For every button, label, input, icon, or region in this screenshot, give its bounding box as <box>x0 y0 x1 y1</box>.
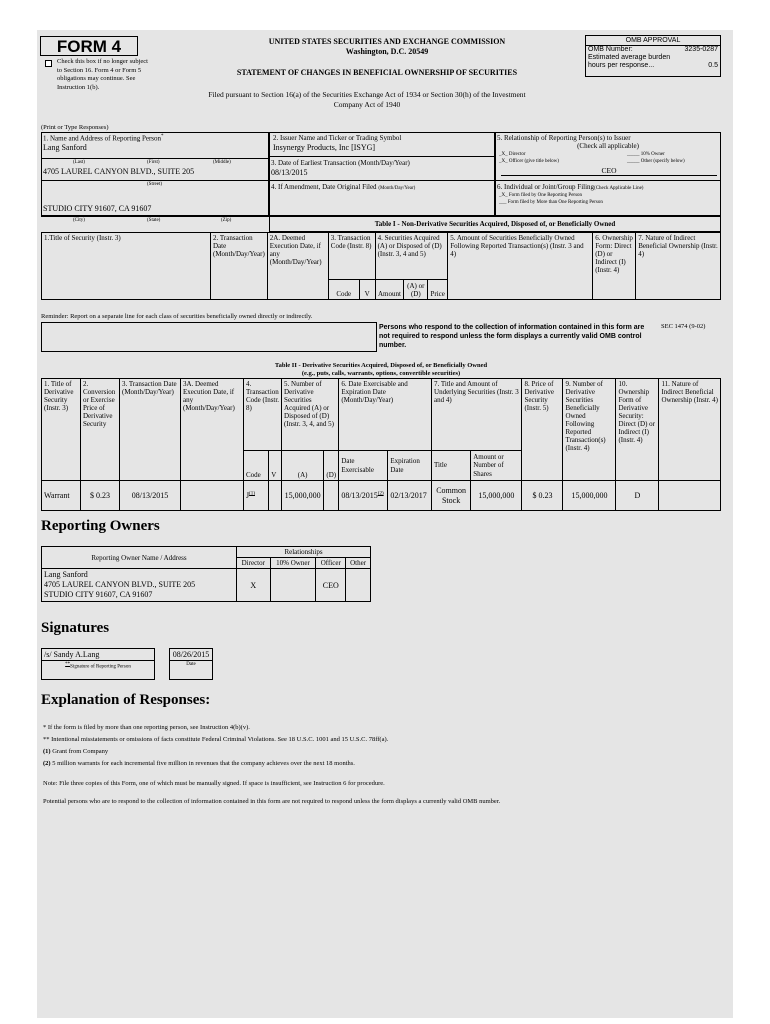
no-longer-subject-checkbox[interactable] <box>45 60 52 67</box>
group-filing-label: 6. Individual or Joint/Group Filing <box>497 183 595 191</box>
signatures-heading: Signatures <box>41 620 110 636</box>
omb-burden-label: Estimated average burden <box>588 54 671 61</box>
officer-title: CEO <box>501 166 717 176</box>
t2-code: Code <box>244 451 269 481</box>
print-type-note: (Print or Type Responses) <box>41 124 109 131</box>
group-one-option[interactable]: _X_ Form filed by One Reporting Person <box>499 193 583 198</box>
form-title: FORM 4 <box>40 36 138 56</box>
relationship-label: 5. Relationship of Reporting Person(s) to Issuer <box>497 134 631 142</box>
check-box-text: Check this box if no longer subject to Section 16. Form 4 or Form 5 obligations may continue. See Instruction 1(b). <box>57 58 148 91</box>
t1-col-acquired: 4. Securities Acquired (A) or Disposed of (D) (Instr. 3, 4 and 5) <box>375 233 448 280</box>
middle-label: (Middle) <box>213 160 231 165</box>
t2-col-price: 8. Price of Derivative Security (Instr. 5) <box>522 379 563 481</box>
t2-row-exp: 02/13/2017 <box>388 481 432 511</box>
omb-number: 3235-0287 <box>684 46 718 53</box>
t2-row-acquired: 15,000,000 <box>282 481 324 511</box>
t2-row-nature <box>659 481 721 511</box>
statement-title: STATEMENT OF CHANGES IN BENEFICIAL OWNERSHIP OF SECURITIES <box>236 68 518 77</box>
t2-row-date-ex-ref[interactable]: (2) <box>377 491 384 497</box>
t2-date-ex: Date Exercisable <box>339 451 388 481</box>
reminder-box-left <box>41 322 377 352</box>
t2-col-date: 3. Transaction Date (Month/Day/Year) <box>120 379 181 481</box>
t2-row-price: $ 0.23 <box>522 481 563 511</box>
owner-address-2: STUDIO CITY 91607, CA 91607 <box>44 590 153 600</box>
note-star1: * If the form is filed by more than one reporting person, see Instruction 4(b)(v). <box>43 724 250 731</box>
signatures-table <box>41 648 213 680</box>
amendment-sub: (Month/Day/Year) <box>378 186 416 191</box>
signature-date: 08/26/2015 <box>170 649 213 661</box>
table1-title: Table I - Non-Derivative Securities Acquired, Disposed of, or Beneficially Owned <box>269 216 721 232</box>
ten-pct-mark[interactable]: _____ <box>627 152 640 157</box>
table2-derivative <box>41 378 721 511</box>
note-2: 5 million warrants for each incremental five million in revenues that the company achieves over the next 18 months. <box>52 760 355 767</box>
t2-row-code: J <box>246 490 250 500</box>
omb-hours: 0.5 <box>708 62 718 69</box>
owner-ten-pct <box>270 569 316 602</box>
t2-row-conv-price: $ 0.23 <box>81 481 120 511</box>
director-label: Director <box>508 152 526 157</box>
t2-row-shares: 15,000,000 <box>471 481 522 511</box>
t1-col-code: 3. Transaction Code (Instr. 8) <box>328 233 375 280</box>
t2-v: V <box>269 451 282 481</box>
reporting-owners-heading: Reporting Owners <box>41 518 160 534</box>
t2-exp: Expiration Date <box>388 451 432 481</box>
relationship-sub: (Check all applicable) <box>577 142 639 150</box>
t1-col-nature: 7. Nature of Indirect Beneficial Ownership (Instr. 4) <box>636 233 721 300</box>
t1-col-ownership: 6. Ownership Form: Direct (D) or Indirect (I) (Instr. 4) <box>593 233 636 300</box>
t2-col-owned: 9. Number of Derivative Securities Beneficially Owned Following Reported Transaction(s) (Instr. 4) <box>563 379 616 481</box>
amendment-label: 4. If Amendment, Date Original Filed <box>271 183 377 191</box>
t2-col-underlying: 7. Title and Amount of Underlying Securities (Instr. 3 and 4) <box>432 379 522 451</box>
relationships-header: Relationships <box>237 547 371 558</box>
note-1: Grant from Company <box>52 748 109 755</box>
signature-name: /s/ Sandy A.Lang <box>42 649 155 661</box>
signature-label: Signature of Reporting Person <box>70 664 131 670</box>
earliest-date: 08/13/2015 <box>271 168 308 177</box>
t1-col-deemed: 2A. Deemed Execution Date, if any (Month/Day/Year) <box>267 233 328 300</box>
omb-title: OMB APPROVAL <box>586 36 720 46</box>
explanation-heading: Explanation of Responses: <box>41 692 211 708</box>
omb-number-label: OMB Number: <box>588 46 633 53</box>
t1-col-title: 1.Title of Security (Instr. 3) <box>42 233 211 300</box>
t2-d: (D) <box>324 451 339 481</box>
owner-name: Lang Sanford <box>44 570 88 580</box>
t2-col-exercisable: 6. Date Exercisable and Expiration Date (Month/Day/Year) <box>339 379 432 451</box>
signature-label-ref[interactable]: ** <box>65 662 71 668</box>
t2-row-code-ref[interactable]: (1) <box>249 491 255 497</box>
t2-col-title: 1. Title of Derivative Security (Instr. 3) <box>42 379 81 481</box>
reporting-person-star: * <box>161 134 164 139</box>
street-label: (Street) <box>147 182 162 187</box>
note-potential: Potential persons who are to respond to the collection of information contained in this form are not required to respond unless the form displays a currently valid OMB number. <box>43 798 501 805</box>
sec-number: SEC 1474 (9-02) <box>661 323 706 330</box>
group-more-option[interactable]: ___ Form filed by More than One Reporting Person <box>499 200 603 205</box>
table-row <box>42 569 371 602</box>
note-star2: ** Intentional misstatements or omissions of facts constitute Federal Criminal Violations. See 18 U.S.C. 1001 and 15 U.S.C. 78ff(a). <box>43 736 389 743</box>
t1-col-date: 2. Transaction Date (Month/Day/Year) <box>211 233 268 300</box>
reporting-owners-table <box>41 546 371 602</box>
reporting-person-address: 4705 LAUREL CANYON BLVD., SUITE 205 <box>43 167 195 176</box>
table2-subtitle: (e.g., puts, calls, warrants, options, convertible securities) <box>301 370 461 377</box>
owner-director: X <box>237 569 271 602</box>
issuer-label: 2. Issuer Name and Ticker or Trading Symbol <box>273 134 402 142</box>
last-label: (Last) <box>73 160 85 165</box>
state-label: (State) <box>147 218 161 223</box>
first-label: (First) <box>147 160 160 165</box>
t2-amt-h: Amount or Number of Shares <box>471 451 522 481</box>
omb-hours-label: hours per response... <box>588 62 655 69</box>
form-page <box>37 30 733 1018</box>
note-2-label: (2) <box>43 760 51 767</box>
t2-col-conversion: 2. Conversion or Exercise Price of Derivative Security <box>81 379 120 481</box>
t1-aord: (A) or (D) <box>404 280 428 300</box>
t2-col-form: 10. Ownership Form of Derivative Security: Direct (D) or Indirect (I) (Instr. 4) <box>616 379 659 481</box>
earliest-date-label: 3. Date of Earliest Transaction (Month/Day/Year) <box>271 159 410 167</box>
officer-header: Officer <box>316 558 346 569</box>
owner-address-1: 4705 LAUREL CANYON BLVD., SUITE 205 <box>44 580 196 590</box>
t2-row-disposed <box>324 481 339 511</box>
t1-col-amount: 5. Amount of Securities Beneficially Owned Following Reported Transaction(s) (Instr. 3 and 4) <box>448 233 593 300</box>
table-row <box>42 481 721 511</box>
t1-code: Code <box>328 280 359 300</box>
agency-location: Washington, D.C. 20549 <box>345 47 429 56</box>
note-copies: Note: File three copies of this Form, one of which must be manually signed. If space is insufficient, see Instruction 6 for procedure. <box>43 780 385 787</box>
t2-row-trans-date: 08/13/2015 <box>120 481 181 511</box>
owner-name-header: Reporting Owner Name / Address <box>42 547 237 569</box>
t2-a: (A) <box>282 451 324 481</box>
other-header: Other <box>346 558 371 569</box>
t2-col-code: 4. Transaction Code (Instr. 8) <box>244 379 282 451</box>
t2-row-owned: 15,000,000 <box>563 481 616 511</box>
table2-title: Table II - Derivative Securities Acquired, Disposed of, or Beneficially Owned <box>274 362 488 369</box>
t2-row-title: Common Stock <box>432 481 471 511</box>
ten-pct-header: 10% Owner <box>270 558 316 569</box>
issuer-name: Insynergy Products, Inc [ISYG] <box>273 143 376 152</box>
t2-row-security: Warrant <box>42 481 81 511</box>
persons-notice: Persons who respond to the collection of information contained in this form are not required to respond unless the form displays a currently valid OMB control number. <box>379 324 645 349</box>
director-mark[interactable]: _X_ <box>499 152 508 157</box>
reporting-person-city: STUDIO CITY 91607, CA 91607 <box>43 204 152 213</box>
officer-label: Officer (give title below) <box>508 159 559 164</box>
note-1-label: (1) <box>43 748 51 755</box>
reporting-person-label: 1. Name and Address of Reporting Person <box>43 134 162 143</box>
t1-v: V <box>359 280 375 300</box>
ten-pct-label: 10% Owner <box>640 152 665 157</box>
table1-nonderivative <box>41 232 721 300</box>
filed-pursuant-line2: Company Act of 1940 <box>333 100 401 109</box>
t2-row-deemed <box>181 481 244 511</box>
t2-row-date-ex: 08/13/2015 <box>341 490 378 500</box>
t1-price: Price <box>428 280 448 300</box>
agency-title: UNITED STATES SECURITIES AND EXCHANGE COMMISSION <box>268 37 506 46</box>
other-label: Other (specify below) <box>640 159 685 164</box>
director-header: Director <box>237 558 271 569</box>
officer-mark[interactable]: _X_ <box>499 159 508 164</box>
t2-col-deemed: 3A. Deemed Execution Date, if any (Month/Day/Year) <box>181 379 244 481</box>
t2-row-v <box>269 481 282 511</box>
owner-other <box>346 569 371 602</box>
reminder-text: Reminder: Report on a separate line for each class of securities beneficially owned directly or indirectly. <box>41 313 313 320</box>
t2-title-h: Title <box>432 451 471 481</box>
omb-approval-box <box>585 35 721 77</box>
t2-row-form: D <box>616 481 659 511</box>
other-mark[interactable]: _____ <box>627 159 640 164</box>
group-filing-sub: (Check Applicable Line) <box>594 186 644 191</box>
reporting-person-name: Lang Sanford <box>43 143 87 152</box>
owner-officer: CEO <box>316 569 346 602</box>
city-label: (City) <box>73 218 85 223</box>
t2-col-nature: 11. Nature of Indirect Beneficial Ownership (Instr. 4) <box>659 379 721 481</box>
filed-pursuant-line1: Filed pursuant to Section 16(a) of the Securities Exchange Act of 1934 or Section 30(h) of the Investment <box>208 90 526 99</box>
t2-col-number: 5. Number of Derivative Securities Acquired (A) or Disposed of (D) (Instr. 3, 4, and 5) <box>282 379 339 451</box>
date-label: Date <box>170 661 213 680</box>
t1-amount: Amount <box>375 280 404 300</box>
zip-label: (Zip) <box>221 218 232 223</box>
